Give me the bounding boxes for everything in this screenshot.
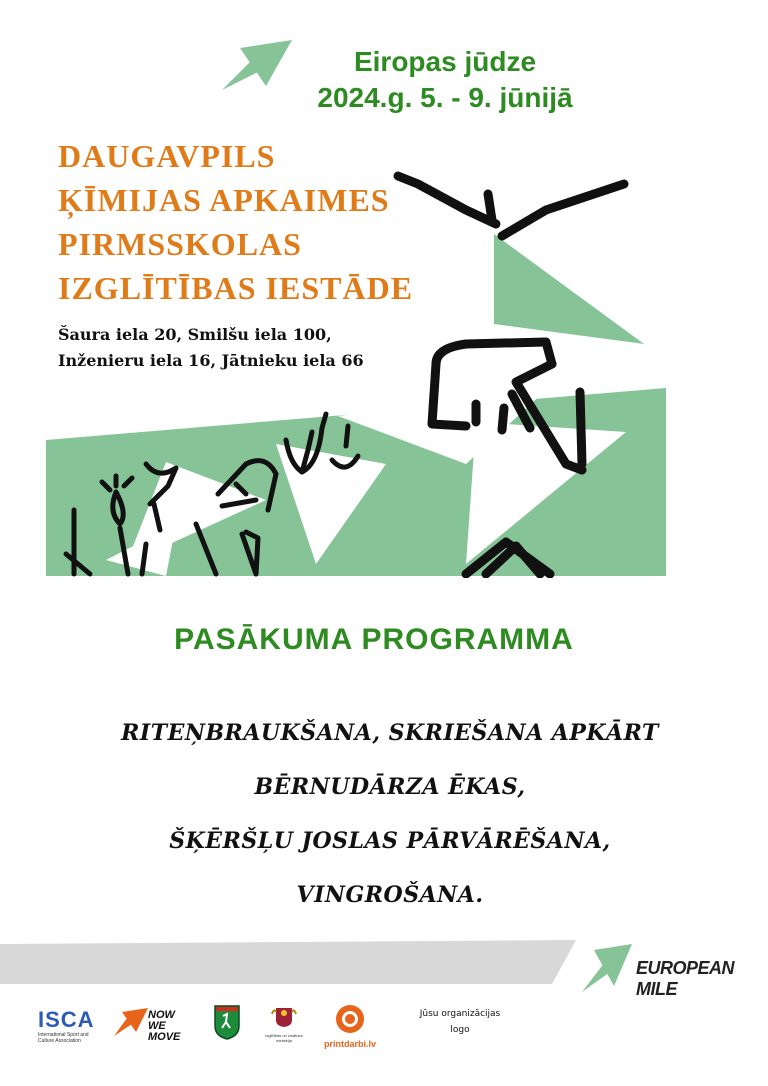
sports-federation-shield-icon bbox=[214, 1004, 240, 1040]
address-line: Šaura iela 20, Smilšu iela 100, bbox=[58, 325, 332, 344]
printdarbi-logo-icon bbox=[335, 1004, 365, 1034]
activity-line: ŠĶĒRŠĻU JOSLAS PĀRVĀRĒŠANA, bbox=[169, 828, 611, 854]
isca-full-name: International Sport and bbox=[38, 1032, 89, 1038]
ministry-name: ministrija bbox=[276, 1038, 292, 1043]
event-title bbox=[290, 44, 600, 116]
printdarbi-logo bbox=[318, 1004, 382, 1048]
isca-logo bbox=[38, 1008, 108, 1048]
european-mile-arrow-icon bbox=[222, 40, 294, 92]
organization-logo-placeholder: Jūsu organizācijas logo bbox=[419, 1009, 501, 1035]
address-line: Inženieru iela 16, Jātnieku iela 66 bbox=[58, 351, 364, 370]
stick-figures-illustration bbox=[46, 164, 666, 578]
organization-name-line: DAUGAVPILS bbox=[58, 138, 276, 174]
event-name: Eiropas jūdze bbox=[353, 46, 537, 77]
european-mile-wordmark: EUROPEAN MILE bbox=[636, 958, 735, 999]
activity-line: VINGROŠANA. bbox=[296, 882, 484, 908]
activity-line: RITEŅBRAUKŠANA, SKRIEŠANA APKĀRT bbox=[121, 720, 659, 746]
now-we-move-text: NOW WE MOVE bbox=[148, 1009, 181, 1043]
isca-logo-icon: ISCA bbox=[38, 1007, 95, 1032]
event-dates: 2024.g. 5. - 9. jūnijā bbox=[317, 82, 573, 113]
ministry-logo bbox=[262, 1004, 306, 1044]
program-activities bbox=[60, 706, 720, 922]
activity-line: BĒRNUDĀRZA ĒKAS, bbox=[254, 774, 526, 800]
organization-name-line: ĶĪMIJAS APKAIMES bbox=[58, 182, 390, 218]
organization-name-line: IZGLĪTĪBAS IESTĀDE bbox=[58, 270, 414, 306]
program-heading: PASĀKUMA PROGRAMMA bbox=[174, 623, 574, 656]
european-mile-logo-arrow-icon bbox=[582, 944, 634, 994]
isca-full-name: Culture Association bbox=[38, 1038, 81, 1044]
printdarbi-wordmark: printdarbi.lv bbox=[323, 1039, 376, 1049]
ministry-name: Izglītības un zinātnes bbox=[265, 1033, 303, 1038]
organization-name-line: PIRMSSKOLAS bbox=[58, 226, 302, 262]
now-we-move-arrow-icon bbox=[114, 1008, 150, 1038]
latvia-coat-of-arms-icon bbox=[270, 1004, 298, 1028]
now-we-move-logo bbox=[114, 1008, 194, 1043]
footer-gray-band bbox=[0, 940, 580, 986]
